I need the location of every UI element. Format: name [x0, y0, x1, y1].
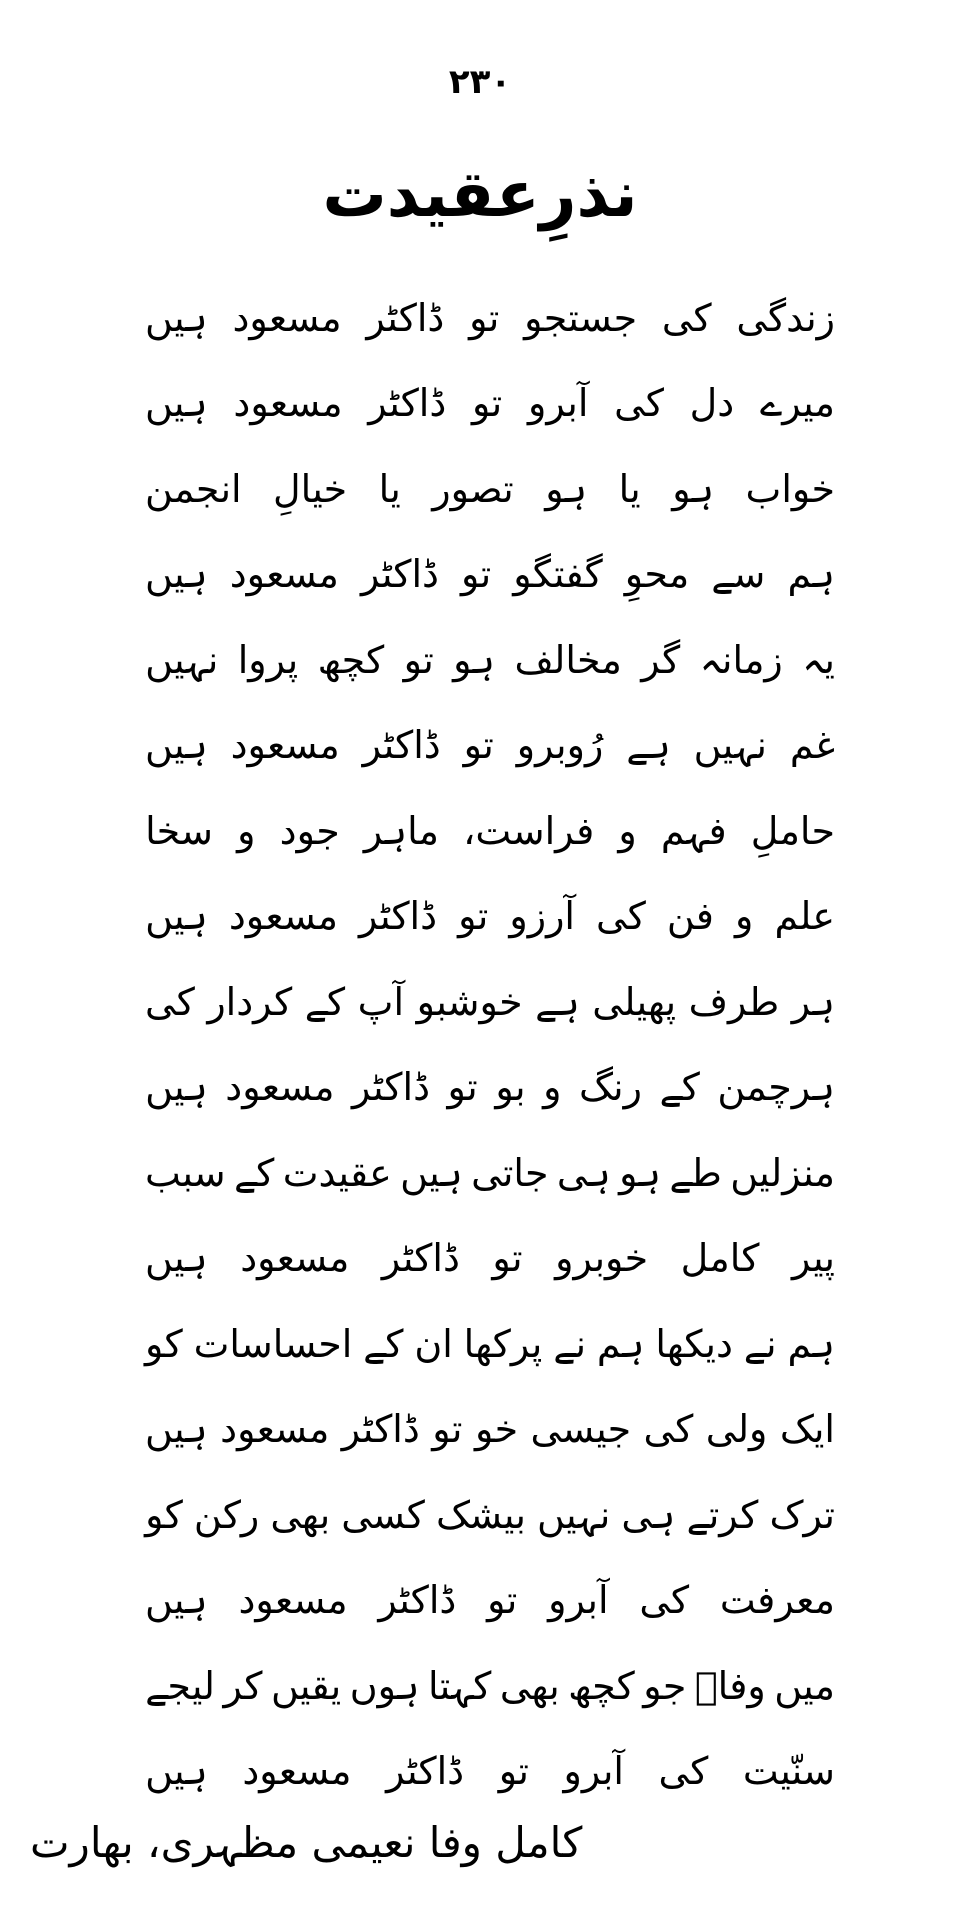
- verse-word: رنگ: [578, 1065, 642, 1110]
- verse-word: یہ: [802, 637, 835, 682]
- verse-word: ہم: [787, 1321, 835, 1366]
- verse-word: یقیں: [271, 1663, 342, 1708]
- poem-verse: [145, 788, 835, 874]
- verse-word: تو: [498, 1749, 529, 1794]
- verse-word: کرتے: [686, 1492, 759, 1537]
- poem-verse: [145, 1558, 835, 1644]
- verse-word: ہیں: [145, 1749, 208, 1794]
- verse-word: و: [237, 808, 256, 853]
- verse-word: ہوں: [349, 1663, 420, 1708]
- verse-word: فہم: [660, 808, 727, 853]
- verse-word: زندگی: [736, 295, 835, 340]
- verse-word: کچھ: [568, 1663, 635, 1708]
- verse-word: ہی: [621, 1492, 676, 1537]
- verse-word: ڈاکٹر: [378, 1578, 457, 1623]
- verse-word: دل: [689, 381, 735, 426]
- verse-word: کامل: [680, 1236, 760, 1281]
- verse-word: خوشبو: [416, 979, 523, 1024]
- verse-word: مسعود: [240, 1236, 350, 1281]
- verse-word: و: [735, 894, 754, 939]
- verse-word: گفتگو: [513, 552, 603, 597]
- verse-word: کے: [659, 1065, 700, 1110]
- verse-word: کو: [145, 1492, 183, 1537]
- verse-word: تو: [472, 381, 503, 426]
- verse-word: ہو: [672, 466, 715, 511]
- poet-signature: کامل وفا نعیمی مظہری، بھارت: [30, 1818, 583, 1867]
- verse-word: بھی: [499, 1663, 560, 1708]
- verse-word: مسعود: [233, 381, 343, 426]
- verse-word: مخالف: [514, 637, 622, 682]
- page-number: ۲۳۰: [448, 62, 512, 102]
- verse-word: آپ: [357, 979, 405, 1024]
- verse-word: کے: [304, 979, 346, 1024]
- verse-word: تو: [469, 295, 500, 340]
- verse-word: غم: [789, 723, 835, 768]
- verse-word: خو: [474, 1407, 519, 1452]
- verse-word: ان: [414, 1321, 453, 1366]
- verse-word: سنّیت: [742, 1749, 835, 1794]
- poem-verse: [145, 703, 835, 789]
- verse-word: ہے: [535, 979, 580, 1024]
- verse-word: سے: [711, 552, 766, 597]
- verse-word: نے: [743, 1321, 777, 1366]
- verse-word: وفاؔ: [694, 1663, 766, 1708]
- verse-word: دیکھا: [655, 1321, 733, 1366]
- verse-word: میں: [774, 1663, 835, 1708]
- verse-word: ہم: [787, 552, 835, 597]
- poem-verse: [145, 959, 835, 1045]
- poem-verse: [145, 1643, 835, 1729]
- verse-word: خیالِ: [273, 466, 348, 511]
- verse-word: پھیلی: [592, 979, 677, 1024]
- verse-word: پیر: [791, 1236, 835, 1281]
- verse-word: کسی: [341, 1492, 425, 1537]
- verse-word: لیجے: [145, 1663, 215, 1708]
- verse-word: جو: [643, 1663, 687, 1708]
- poem-verse: [145, 1045, 835, 1131]
- verse-word: مسعود: [225, 1065, 335, 1110]
- verse-word: کر: [223, 1663, 263, 1708]
- verse-word: انجمن: [145, 466, 242, 511]
- poem-body: [145, 275, 835, 1814]
- verse-word: کے: [363, 1321, 404, 1366]
- verse-word: جستجو: [524, 295, 638, 340]
- verse-word: حاملِ: [750, 808, 835, 853]
- verse-word: آبرو: [527, 381, 589, 426]
- verse-word: منزلیں: [730, 1150, 835, 1195]
- poem-verse: [145, 275, 835, 361]
- verse-word: مسعود: [232, 295, 342, 340]
- verse-word: جاتی: [471, 1150, 549, 1195]
- verse-word: ہو: [619, 1150, 662, 1195]
- verse-word: کی: [643, 1407, 694, 1452]
- verse-word: ولی: [705, 1407, 768, 1452]
- poem-verse: [145, 1130, 835, 1216]
- verse-word: پروا: [237, 637, 299, 682]
- verse-word: ڈاکٹر: [386, 1749, 465, 1794]
- verse-word: بھی: [270, 1492, 331, 1537]
- verse-word: کی: [661, 295, 712, 340]
- verse-word: میرے: [759, 381, 835, 426]
- verse-word: فراست،: [463, 808, 595, 853]
- verse-word: کی: [658, 1749, 709, 1794]
- poem-verse: [145, 446, 835, 532]
- verse-word: ہیں: [145, 1065, 208, 1110]
- verse-word: رُوبرو: [516, 723, 604, 768]
- verse-word: ہی: [556, 1150, 611, 1195]
- verse-word: تصور: [432, 466, 514, 511]
- verse-word: کردار: [207, 979, 293, 1024]
- verse-word: ہیں: [145, 1578, 208, 1623]
- verse-word: محوِ: [624, 552, 690, 597]
- verse-word: زمانہ: [699, 637, 783, 682]
- verse-word: عقیدت: [282, 1150, 392, 1195]
- verse-word: ترک: [769, 1492, 835, 1537]
- verse-word: کی: [639, 1578, 690, 1623]
- verse-word: ہیں: [145, 894, 208, 939]
- verse-word: آرزو: [509, 894, 575, 939]
- verse-word: فن: [666, 894, 714, 939]
- verse-word: کی: [596, 894, 646, 939]
- verse-word: مسعود: [242, 1749, 352, 1794]
- verse-word: آبرو: [563, 1749, 624, 1794]
- verse-word: تو: [463, 723, 494, 768]
- verse-word: ہرچمن: [717, 1065, 835, 1110]
- verse-word: کہتا: [427, 1663, 492, 1708]
- verse-word: ہیں: [145, 552, 208, 597]
- verse-word: طے: [669, 1150, 722, 1195]
- verse-word: سخا: [145, 808, 214, 853]
- verse-word: تو: [403, 637, 434, 682]
- verse-word: مسعود: [229, 552, 339, 597]
- verse-word: ڈاکٹر: [362, 723, 441, 768]
- verse-word: ڈاکٹر: [366, 295, 445, 340]
- verse-word: مسعود: [220, 1407, 330, 1452]
- verse-word: طرف: [688, 979, 780, 1024]
- verse-word: ہیں: [400, 1150, 463, 1195]
- verse-word: تو: [461, 552, 492, 597]
- verse-word: مسعود: [230, 723, 340, 768]
- verse-word: ہیں: [145, 1236, 208, 1281]
- verse-word: و: [543, 1065, 562, 1110]
- verse-word: ڈاکٹر: [341, 1407, 420, 1452]
- poem-verse: [145, 532, 835, 618]
- verse-word: جود: [279, 808, 340, 853]
- verse-word: ماہر: [363, 808, 440, 853]
- verse-word: تو: [487, 1578, 518, 1623]
- verse-word: تو: [492, 1236, 523, 1281]
- verse-word: کے: [234, 1150, 275, 1195]
- verse-word: بیشک: [436, 1492, 526, 1537]
- verse-word: تو: [458, 894, 489, 939]
- poem-verse: [145, 361, 835, 447]
- verse-word: معرفت: [719, 1578, 835, 1623]
- verse-word: ہو: [453, 637, 496, 682]
- verse-word: یا: [378, 466, 401, 511]
- verse-word: ہو: [545, 466, 588, 511]
- verse-word: آبرو: [548, 1578, 609, 1623]
- verse-word: علم: [774, 894, 835, 939]
- verse-word: ہیں: [145, 295, 208, 340]
- verse-word: ہے: [626, 723, 671, 768]
- verse-word: نے: [553, 1321, 587, 1366]
- verse-word: جیسی: [530, 1407, 632, 1452]
- verse-word: یا: [618, 466, 641, 511]
- verse-word: خوبرو: [555, 1236, 649, 1281]
- verse-word: سبب: [145, 1150, 226, 1195]
- verse-word: نہیں: [693, 723, 767, 768]
- verse-word: ہیں: [145, 381, 208, 426]
- verse-word: ڈاکٹر: [360, 552, 439, 597]
- verse-word: پرکھا: [463, 1321, 543, 1366]
- verse-word: ڈاکٹر: [368, 381, 447, 426]
- verse-word: ڈاکٹر: [359, 894, 438, 939]
- verse-word: مسعود: [228, 894, 338, 939]
- verse-word: ہر: [791, 979, 835, 1024]
- verse-word: کچھ: [317, 637, 385, 682]
- verse-word: کی: [614, 381, 664, 426]
- verse-word: ہیں: [145, 1407, 208, 1452]
- verse-word: ہیں: [145, 723, 208, 768]
- verse-word: بو: [495, 1065, 526, 1110]
- verse-word: ہم: [596, 1321, 645, 1366]
- verse-word: ڈاکٹر: [381, 1236, 460, 1281]
- verse-word: نہیں: [537, 1492, 611, 1537]
- verse-word: خواب: [745, 466, 835, 511]
- verse-word: گر: [641, 637, 681, 682]
- verse-word: ڈاکٹر: [351, 1065, 430, 1110]
- poem-verse: [145, 617, 835, 703]
- verse-word: احساسات: [193, 1321, 353, 1366]
- verse-word: تو: [432, 1407, 463, 1452]
- verse-word: کی: [145, 979, 195, 1024]
- poem-verse: [145, 1387, 835, 1473]
- verse-word: رکن: [193, 1492, 260, 1537]
- poem-verse: [145, 1216, 835, 1302]
- poem-title: نذرِعقیدت: [322, 158, 638, 232]
- verse-word: ایک: [779, 1407, 835, 1452]
- verse-word: مسعود: [238, 1578, 348, 1623]
- verse-word: و: [618, 808, 637, 853]
- poem-verse: [145, 1301, 835, 1387]
- poem-verse: [145, 1472, 835, 1558]
- poem-verse: [145, 874, 835, 960]
- verse-word: کو: [145, 1321, 183, 1366]
- verse-word: تو: [447, 1065, 478, 1110]
- verse-word: نہیں: [145, 637, 219, 682]
- poem-verse: [145, 1729, 835, 1815]
